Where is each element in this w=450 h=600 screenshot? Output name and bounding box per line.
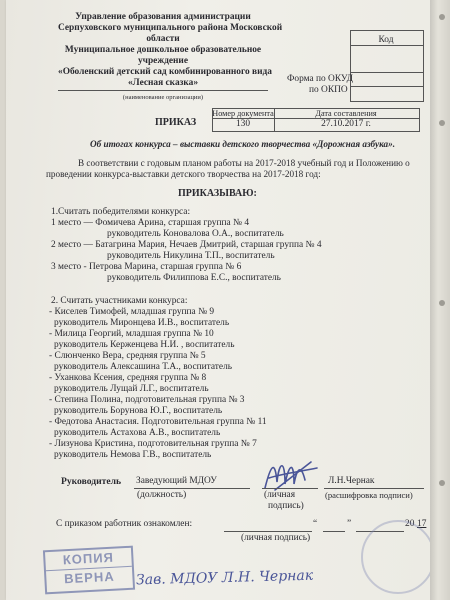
signature-caption-2: подпись) [268,501,304,511]
participant-line: руководитель Лущай Л.Г., воспитатель [54,384,209,394]
acquaint-day-underline [323,531,345,532]
doc-number: 130 [235,119,251,129]
name-underline [324,488,424,489]
winner-line: руководитель Никулина Т.П., воспитатель [107,251,275,261]
participant-line: руководитель Миронцева И.В., воспитатель [54,318,230,328]
participant-line: руководитель Керженцева Н.И. , воспитатель [54,340,235,350]
participant-line: - Милица Георгий, младшая группа № 10 [49,329,214,339]
signature-underline [262,488,318,489]
participant-line: - Слюнченко Вера, средняя группа № 5 [49,351,206,361]
code-table-divider [350,86,423,87]
org-line-7: «Лесная сказка» [127,78,199,88]
intro-line-2: проведении конкурса-выставки детского творчества на 2017-2018 год: [46,169,321,179]
acquaint-year-prefix: 20 [405,519,415,529]
stamp-line-1: КОПИЯ [45,548,132,571]
org-caption: (наименование организации) [122,94,204,101]
winner-line: 3 место - Петрова Марина, старшая группа № 6 [51,262,242,272]
acquaint-sign-caption: (личная подпись) [241,533,311,543]
org-line-5: учреждение [137,56,188,66]
signature-position: Заведующий МДОУ [136,476,217,486]
document-page [6,0,430,600]
okpo-label: по ОКПО [309,85,348,95]
position-caption: (должность) [137,490,187,500]
org-line-2: Серпуховского муниципального района Московской [58,23,283,33]
punch-hole-icon [439,480,445,486]
doc-date: 27.10.2017 г. [321,119,371,129]
order-title: ПРИКАЗ [155,117,197,128]
handwritten-note: Зав. МДОУ Л.Н. Чернак [135,567,314,589]
order-subject: Об итогах конкурса – выставки детского творчества «Дорожная азбука». [90,139,395,149]
participant-line: - Лизунова Кристина, подготовительная группа № 7 [49,439,257,449]
round-seal-icon [361,520,435,594]
doc-number-label: Номер документа [212,109,274,118]
acquaint-year-suffix: 17 [417,519,427,529]
winner-line: руководитель Филиппова Е.С., воспитатель [107,273,281,283]
acquaint-label: С приказом работник ознакомлен: [56,519,193,529]
okud-label: Форма по ОКУД [287,74,353,84]
participant-line: руководитель Алексашина Т.А., воспитатель [54,362,233,372]
participant-line: - Уханкова Ксения, средняя группа № 8 [49,373,207,383]
org-underline [58,90,268,91]
punch-hole-icon [439,300,445,306]
code-table-divider [350,72,423,73]
participant-line: руководитель Астахова А.В., воспитатель [54,428,221,438]
participant-line: руководитель Немова Г.В., воспитатель [54,450,212,460]
position-underline [134,488,250,489]
doc-date-label: Дата составления [315,109,377,118]
participant-line: - Степина Полина, подготовительная группа № 3 [49,395,245,405]
org-line-1: Управление образования администрации [75,12,251,22]
acquaint-quote-close: ” [347,519,352,529]
punch-hole-icon [439,120,445,126]
copy-certified-stamp [43,546,135,595]
participant-line: руководитель Борунова Ю.Г., воспитатель [54,406,223,416]
winner-line: 2 место — Батагрина Мария, Нечаев Дмитрий, старшая группа № 4 [51,240,322,250]
org-line-3: области [146,34,180,44]
signature-caption-1: (личная [264,490,296,500]
signature-name: Л.Н.Чернак [328,476,375,486]
intro-line-1: В соответствии с годовым планом работы на 2017-2018 учебный год и Положению о [78,158,410,168]
acquaint-sign-underline [224,531,312,532]
code-label: Код [378,35,394,45]
participant-line: - Федотова Анастасия. Подготовительная группа № 11 [49,417,267,427]
stamp-line-2: ВЕРНА [63,568,116,587]
participant-line: - Киселев Тимофей, младшая группа № 9 [49,307,215,317]
participants-heading: 2. Считать участниками конкурса: [51,296,188,306]
signature-role-label: Руководитель [61,476,122,487]
org-line-6: «Оболенский детский сад комбинированного вида [58,67,272,77]
acquaint-quote-open: “ [313,519,318,529]
name-caption: (расшифровка подписи) [325,490,413,500]
winner-line: 1 место — Фомичева Арина, старшая группа № 4 [51,218,250,228]
punch-hole-icon [439,14,445,20]
winners-heading: 1.Считать победителями конкурса: [51,207,191,217]
org-line-4: Муниципальное дошкольное образовательное [64,45,262,55]
winner-line: руководитель Коновалова О.А., воспитатель [107,229,284,239]
decree-heading: ПРИКАЗЫВАЮ: [178,188,257,199]
